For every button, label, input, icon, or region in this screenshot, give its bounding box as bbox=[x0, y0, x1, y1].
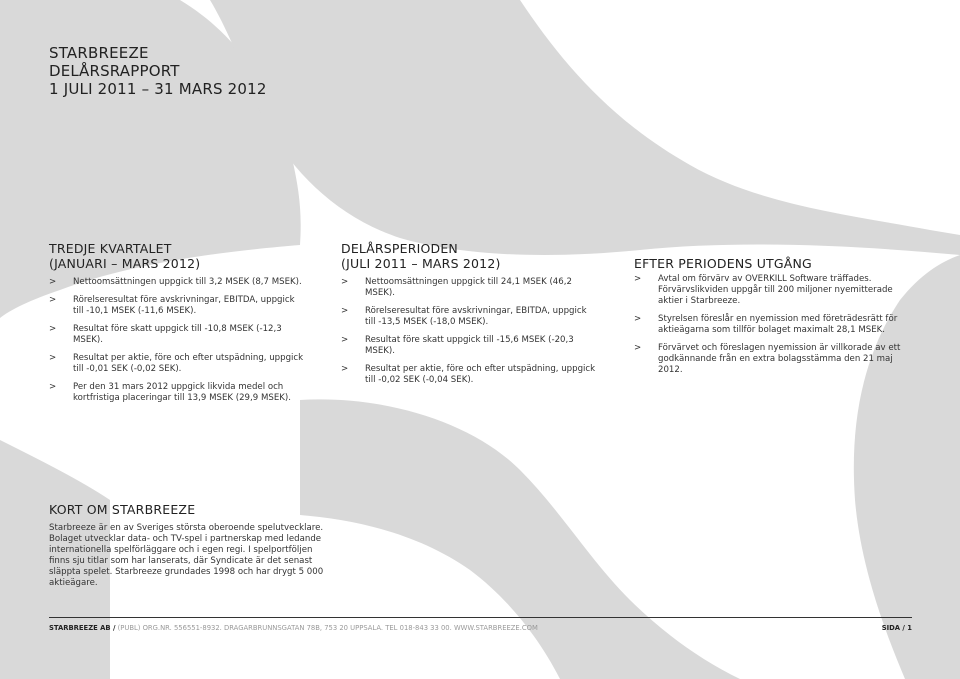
bullet-marker: > bbox=[341, 364, 349, 374]
page-number: SIDA / 1 bbox=[881, 624, 912, 632]
watermark-wing-shape bbox=[210, 0, 960, 255]
list-item: > Nettoomsättningen uppgick till 3,2 MSEK (8,7 MSEK). bbox=[49, 277, 302, 287]
title-report-type: DELÅRSRAPPORT bbox=[49, 62, 180, 80]
bullet-marker: > bbox=[49, 382, 57, 392]
list-item: > Resultat före skatt uppgick till -15,6 MSEK (-20,3 MSEK). bbox=[341, 335, 574, 356]
bullet-marker: > bbox=[49, 277, 57, 287]
bullet-marker: > bbox=[341, 306, 349, 316]
list-item: > Per den 31 mars 2012 uppgick likvida medel och kortfristiga placeringar till 13,9 MSEK (29,9 MSEK). bbox=[49, 382, 291, 403]
list-item: > Resultat före skatt uppgick till -10,8 MSEK (-12,3 MSEK). bbox=[49, 324, 282, 345]
bullet-marker: > bbox=[634, 274, 642, 284]
third-quarter-section bbox=[49, 241, 311, 411]
list-item: > Avtal om förvärv av OVERKILL Software träffades. Förvärvslikviden uppgår till 200 miljoner nyemitterade aktier i Starbreeze. bbox=[634, 274, 893, 306]
section-heading: DELÅRSPERIODEN (JULI 2011 – MARS 2012) bbox=[341, 241, 501, 271]
footer-divider bbox=[49, 617, 912, 618]
bullet-list bbox=[49, 277, 311, 404]
list-item: > Rörelseresultat före avskrivningar, EBITDA, uppgick till -13,5 MSEK (-18,0 MSEK). bbox=[341, 306, 587, 327]
list-item: > Resultat per aktie, före och efter utspädning, uppgick till -0,01 SEK (-0,02 SEK). bbox=[49, 353, 304, 374]
about-heading: KORT OM STARBREEZE bbox=[49, 502, 196, 517]
watermark-lower-shape bbox=[300, 399, 740, 679]
bullet-marker: > bbox=[341, 277, 349, 287]
bullet-list bbox=[634, 274, 904, 376]
footer-details: (PUBL) ORG.NR. 556551-8932. DRAGARBRUNNSGATAN 78B, 753 20 UPPSALA. TEL 018-843 33 00. WWW.STARBREEZE.COM bbox=[115, 624, 538, 632]
page-footer bbox=[49, 624, 912, 632]
after-period-section bbox=[634, 241, 904, 383]
title-company: STARBREEZE bbox=[49, 44, 149, 62]
report-title bbox=[49, 44, 267, 98]
list-item: > Förvärvet och föreslagen nyemission är villkorade av ett godkännande från en extra bolagsstämma den 21 maj 2012. bbox=[634, 343, 901, 375]
bullet-marker: > bbox=[49, 295, 57, 305]
bullet-marker: > bbox=[49, 353, 57, 363]
section-heading: EFTER PERIODENS UTGÅNG bbox=[634, 256, 812, 271]
section-heading: TREDJE KVARTALET (JANUARI – MARS 2012) bbox=[49, 241, 201, 271]
about-text: Starbreeze är en av Sveriges största oberoende spelutvecklare. Bolaget utvecklar data- och TV-spel i partnerskap med ledande internationella spelförläggare och i egen regi. I spelportföljen finns sju titlar som har lanserats, där Syndicate är det senast släppta spelet. Starbreeze grundades 1998 och har drygt 5 000 aktieägare. bbox=[49, 523, 324, 588]
interim-period-section bbox=[341, 241, 603, 393]
bullet-list bbox=[341, 277, 603, 386]
bullet-marker: > bbox=[634, 314, 642, 324]
list-item: > Rörelseresultat före avskrivningar, EBITDA, uppgick till -10,1 MSEK (-11,6 MSEK). bbox=[49, 295, 295, 316]
bullet-marker: > bbox=[634, 343, 642, 353]
bullet-marker: > bbox=[341, 335, 349, 345]
list-item: > Resultat per aktie, före och efter utspädning, uppgick till -0,02 SEK (-0,04 SEK). bbox=[341, 364, 596, 385]
about-starbreeze bbox=[49, 502, 329, 589]
footer-company: STARBREEZE AB / bbox=[49, 624, 116, 632]
list-item: > Styrelsen föreslår en nyemission med företrädesrätt för aktieägarna som tillför bolaget maximalt 28,1 MSEK. bbox=[634, 314, 898, 335]
list-item: > Nettoomsättningen uppgick till 24,1 MSEK (46,2 MSEK). bbox=[341, 277, 572, 298]
bullet-marker: > bbox=[49, 324, 57, 334]
title-period: 1 JULI 2011 – 31 MARS 2012 bbox=[49, 80, 267, 98]
